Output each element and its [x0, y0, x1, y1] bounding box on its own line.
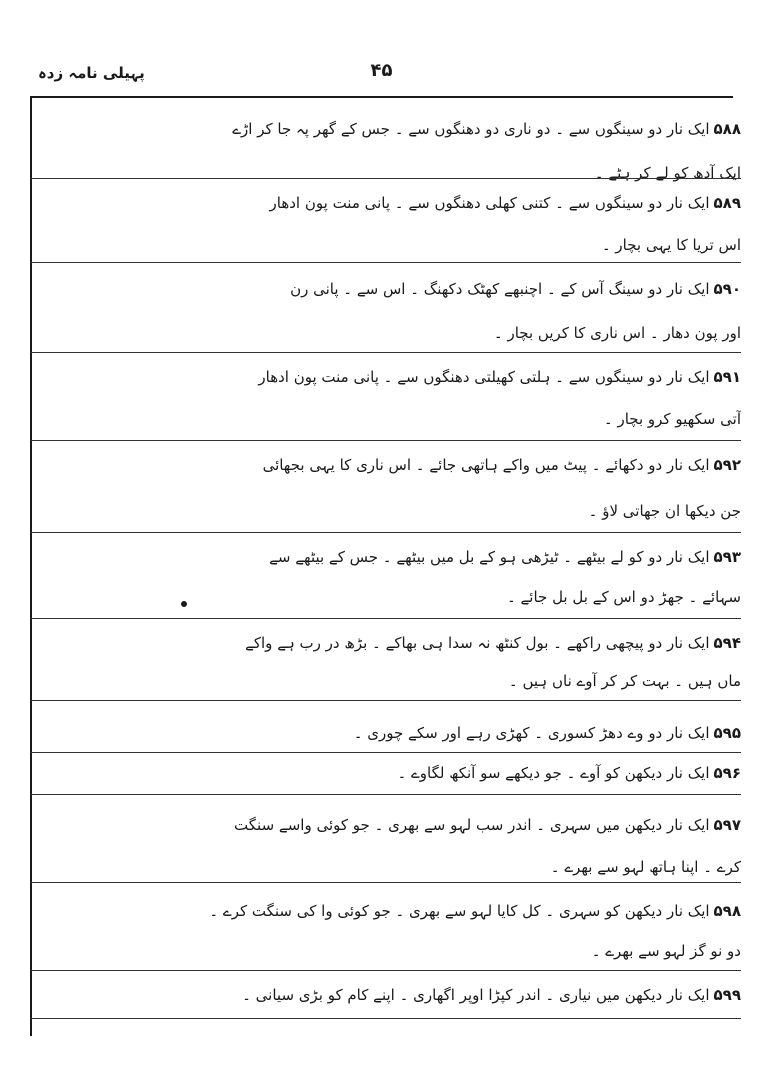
page-number: ۴۵ [370, 60, 393, 81]
riddle-entry [40, 900, 741, 962]
entry-number: ۵۹۲ [713, 456, 741, 474]
riddle-entry [40, 366, 741, 430]
entry-text: ایک آدھ کو لے کر ہٹے ۔ [594, 164, 741, 182]
entry-text: ایک نار دیکھن کو سہری ۔ کل کایا لہو سے بھری ۔ جو کوئی وا کی سنگت کرے ۔ [209, 902, 710, 920]
entry-divider [30, 794, 741, 795]
entry-divider [30, 882, 741, 883]
ink-dot [181, 601, 187, 607]
entry-text: ایک نار دیکھن میں سہری ۔ اندر سب لہو سے بھری ۔ جو کوئی واسے سنگت [234, 816, 710, 834]
entry-divider [30, 440, 741, 441]
entry-divider [30, 262, 741, 263]
riddle-entry [40, 722, 741, 744]
riddle-entry [40, 278, 741, 344]
frame-left-border [30, 96, 32, 1036]
riddle-entry [40, 546, 741, 608]
entry-number: ۵۹۷ [713, 816, 741, 834]
entry-number: ۵۹۸ [713, 902, 741, 920]
riddle-entry [40, 454, 741, 522]
entry-divider [30, 1018, 741, 1019]
entry-number: ۵۸۸ [713, 120, 741, 138]
entry-number: ۵۹۶ [713, 764, 741, 782]
riddle-entry [40, 632, 741, 692]
riddle-entry [40, 192, 741, 256]
entry-divider [30, 618, 741, 619]
entry-text: ایک نار دو سینگوں سے ۔ ہلتی کھیلتی دھنگوں سے ۔ پانی منت پون ادھار [258, 368, 710, 386]
entry-number: ۵۹۹ [713, 986, 741, 1004]
entry-number: ۵۹۳ [713, 548, 741, 566]
entry-text: ایک نار دو سینگوں سے ۔ کتنی کھلی دھنگوں سے ۔ پانی منت پون ادھار [269, 194, 710, 212]
entry-number: ۵۹۴ [713, 634, 741, 652]
entry-number: ۵۸۹ [713, 194, 741, 212]
page-title: پہیلی نامہ زدہ [38, 64, 145, 82]
entry-text: دو نو گز لہو سے بھرے ۔ [591, 942, 741, 960]
entry-divider [30, 352, 741, 353]
entry-text: ایک نار دو پیچھی راکھے ۔ بول کنٹھ نہ سدا ہی بھاکے ۔ بڑھ در رب ہے واکے [245, 634, 710, 652]
entry-text: ایک نار دیکھن میں نیاری ۔ اندر کپڑا اوپر اگھاری ۔ اپنے کام کو بڑی سیانی ۔ [242, 986, 710, 1004]
entry-text: کرے ۔ اپنا ہاتھ لہو سے بھرے ۔ [550, 858, 741, 876]
riddle-entry [40, 814, 741, 878]
entry-text: جن دیکھا ان جھاتی لاؤ ۔ [588, 502, 741, 520]
entry-text: ایک نار دیکھن کو آوے ۔ جو دیکھے سو آنکھ لگاوے ۔ [397, 764, 710, 782]
riddle-entry [40, 762, 741, 784]
entry-divider [30, 532, 741, 533]
riddle-entry [40, 984, 741, 1006]
riddle-entry [40, 118, 741, 184]
entry-divider [30, 178, 741, 179]
entry-text: سہائے ۔ جھڑ دو اس کے بل بل جائے ۔ [506, 588, 741, 606]
entry-text: ایک نار دو کو لے بیٹھے ۔ ٹیڑھی ہو کے بل میں بیٹھے ۔ جس کے بیٹھے سے [269, 548, 710, 566]
frame-top-border [30, 96, 733, 98]
page-header [30, 60, 733, 94]
entry-text: ایک نار دو سینگوں سے ۔ دو ناری دو دھنگوں سے ۔ جس کے گھر پہ جا کر اڑے [232, 120, 710, 138]
entry-number: ۵۹۵ [713, 724, 741, 742]
entry-divider [30, 970, 741, 971]
entry-divider [30, 752, 741, 753]
entry-text: آتی سکھیو کرو بچار ۔ [603, 410, 741, 428]
entry-divider [30, 700, 741, 701]
entry-text: اس تریا کا یہی بچار ۔ [601, 236, 741, 254]
entry-text: ماں ہیں ۔ بہت کر کر آوے ناں ہیں ۔ [508, 672, 741, 690]
entry-text: ایک نار دو دکھائے ۔ پیٹ میں واکے ہاتھی جائے ۔ اس ناری کا یہی بجھائی [262, 456, 710, 474]
entry-number: ۵۹۰ [713, 280, 741, 298]
entry-text: ایک نار دو وے دھڑ کسوری ۔ کھڑی رہے اور سکے چوری ۔ [353, 724, 710, 742]
entry-text: ایک نار دو سینگ آس کے ۔ اچنبھے کھٹک دکھنگ ۔ اس سے ۔ پانی رن [290, 280, 710, 298]
entry-number: ۵۹۱ [713, 368, 741, 386]
entry-text: اور پون دھار ۔ اس ناری کا کریں بچار ۔ [493, 324, 741, 342]
